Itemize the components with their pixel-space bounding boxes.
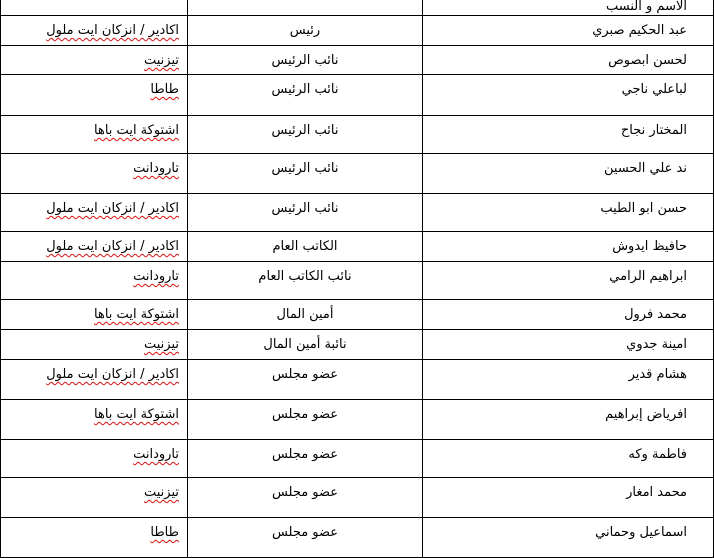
table-row: [1, 300, 714, 330]
name-cell: [423, 232, 714, 262]
name-text: عبد الحكيم صبري: [592, 23, 687, 38]
city-text: تارودانت: [133, 269, 179, 284]
name-text: فاطمة وكه: [628, 447, 687, 462]
table-row: [1, 360, 714, 400]
city-text: اكادير / انزكان ايت ملول: [46, 23, 179, 38]
name-cell: [423, 46, 714, 75]
name-cell: [423, 16, 714, 46]
city-cell: [1, 440, 188, 478]
city-cell: [1, 232, 188, 262]
city-cell: [1, 300, 188, 330]
role-cell: [188, 194, 423, 232]
name-cell: [423, 330, 714, 360]
role-cell: [188, 330, 423, 360]
role-cell: [188, 400, 423, 440]
city-cell: [1, 16, 188, 46]
name-text: امينة جدوي: [626, 337, 687, 352]
role-text: نائب الرئيس: [271, 82, 339, 97]
name-cell: [423, 478, 714, 518]
role-cell: [188, 360, 423, 400]
role-cell: [188, 232, 423, 262]
name-cell: [423, 440, 714, 478]
name-cell: [423, 262, 714, 300]
table-row: [1, 232, 714, 262]
city-cell: [1, 262, 188, 300]
city-cell: [1, 46, 188, 75]
table-row: [1, 330, 714, 360]
city-text: تارودانت: [133, 161, 179, 176]
role-text: نائب الرئيس: [271, 201, 339, 216]
name-cell: [423, 75, 714, 116]
city-cell: [1, 330, 188, 360]
name-cell: [423, 400, 714, 440]
table-row: [1, 46, 714, 75]
role-text: نائب الكاتب العام: [258, 269, 352, 284]
role-cell: [188, 300, 423, 330]
table-row: [1, 194, 714, 232]
city-cell: [1, 116, 188, 154]
city-cell: [1, 154, 188, 194]
name-text: المختار نجاح: [620, 123, 687, 138]
table-row: [1, 116, 714, 154]
city-text: اكادير / انزكان ايت ملول: [46, 367, 179, 382]
role-cell: [188, 46, 423, 75]
role-cell: [188, 75, 423, 116]
role-cell: [188, 478, 423, 518]
name-text: حسن ابو الطيب: [600, 201, 687, 216]
city-cell: [1, 75, 188, 116]
role-cell: [188, 154, 423, 194]
name-cell: [423, 518, 714, 558]
table-row: [1, 478, 714, 518]
city-cell: [1, 194, 188, 232]
name-text: محمد امغار: [626, 485, 687, 500]
table-row: [1, 75, 714, 116]
role-text: نائب الرئيس: [271, 123, 339, 138]
role-text: رئيس: [289, 23, 321, 38]
city-cell: [1, 518, 188, 558]
city-text: اكادير / انزكان ايت ملول: [46, 201, 179, 216]
name-text: لحسن ابصوص: [608, 53, 687, 68]
name-text: اسماعيل وحماني: [595, 525, 687, 540]
city-text: تيزنيت: [143, 53, 179, 68]
name-text: افرياض إبراهيم: [605, 407, 687, 422]
city-text: اشتوكة ايت باها: [94, 307, 179, 322]
city-cell: [1, 0, 188, 16]
city-text: اكادير / انزكان ايت ملول: [46, 239, 179, 254]
name-text: هشام قدير: [628, 367, 687, 382]
name-cell: [423, 194, 714, 232]
table-row: [1, 0, 714, 16]
role-text: نائب الرئيس: [271, 161, 339, 176]
role-cell: [188, 440, 423, 478]
role-cell: [188, 16, 423, 46]
city-text: تيزنيت: [143, 337, 179, 352]
role-text: أمين المال: [276, 307, 334, 322]
name-text: محمد فرول: [624, 307, 687, 322]
role-text: الكاتب العام: [272, 239, 338, 254]
role-cell: [188, 116, 423, 154]
table-row: [1, 262, 714, 300]
name-text: حافيظ ايدوش: [612, 239, 687, 254]
city-text: تارودانت: [133, 447, 179, 462]
table-row: [1, 400, 714, 440]
city-cell: [1, 400, 188, 440]
name-cell: [423, 154, 714, 194]
name-text: ابراهيم الرامي: [609, 269, 687, 284]
name-cell: [423, 360, 714, 400]
role-cell: [188, 518, 423, 558]
role-text: نائب الرئيس: [271, 53, 339, 68]
name-text: لباعلي ناجي: [621, 82, 687, 97]
city-text: تيزنيت: [143, 485, 179, 500]
role-text: عضو مجلس: [271, 485, 339, 500]
role-text: عضو مجلس: [271, 447, 339, 462]
city-text: اشتوكة ايت باها: [94, 123, 179, 138]
role-text: عضو مجلس: [271, 407, 339, 422]
table-row: [1, 440, 714, 478]
name-cell: [423, 300, 714, 330]
name-cell: [423, 0, 714, 16]
role-text: نائبة أمين المال: [263, 337, 347, 352]
table-row: [1, 518, 714, 558]
role-cell: [188, 262, 423, 300]
city-text: طاطا: [150, 525, 179, 540]
role-cell: [188, 0, 423, 16]
table-row: [1, 154, 714, 194]
role-text: عضو مجلس: [271, 367, 339, 382]
city-cell: [1, 478, 188, 518]
table-row: [1, 16, 714, 46]
city-cell: [1, 360, 188, 400]
city-text: اشتوكة ايت باها: [94, 407, 179, 422]
name-text: ند علي الحسين: [604, 161, 687, 176]
city-text: طاطا: [150, 82, 179, 97]
name-text: الاسم و النسب: [606, 0, 687, 14]
role-text: عضو مجلس: [271, 525, 339, 540]
name-cell: [423, 116, 714, 154]
